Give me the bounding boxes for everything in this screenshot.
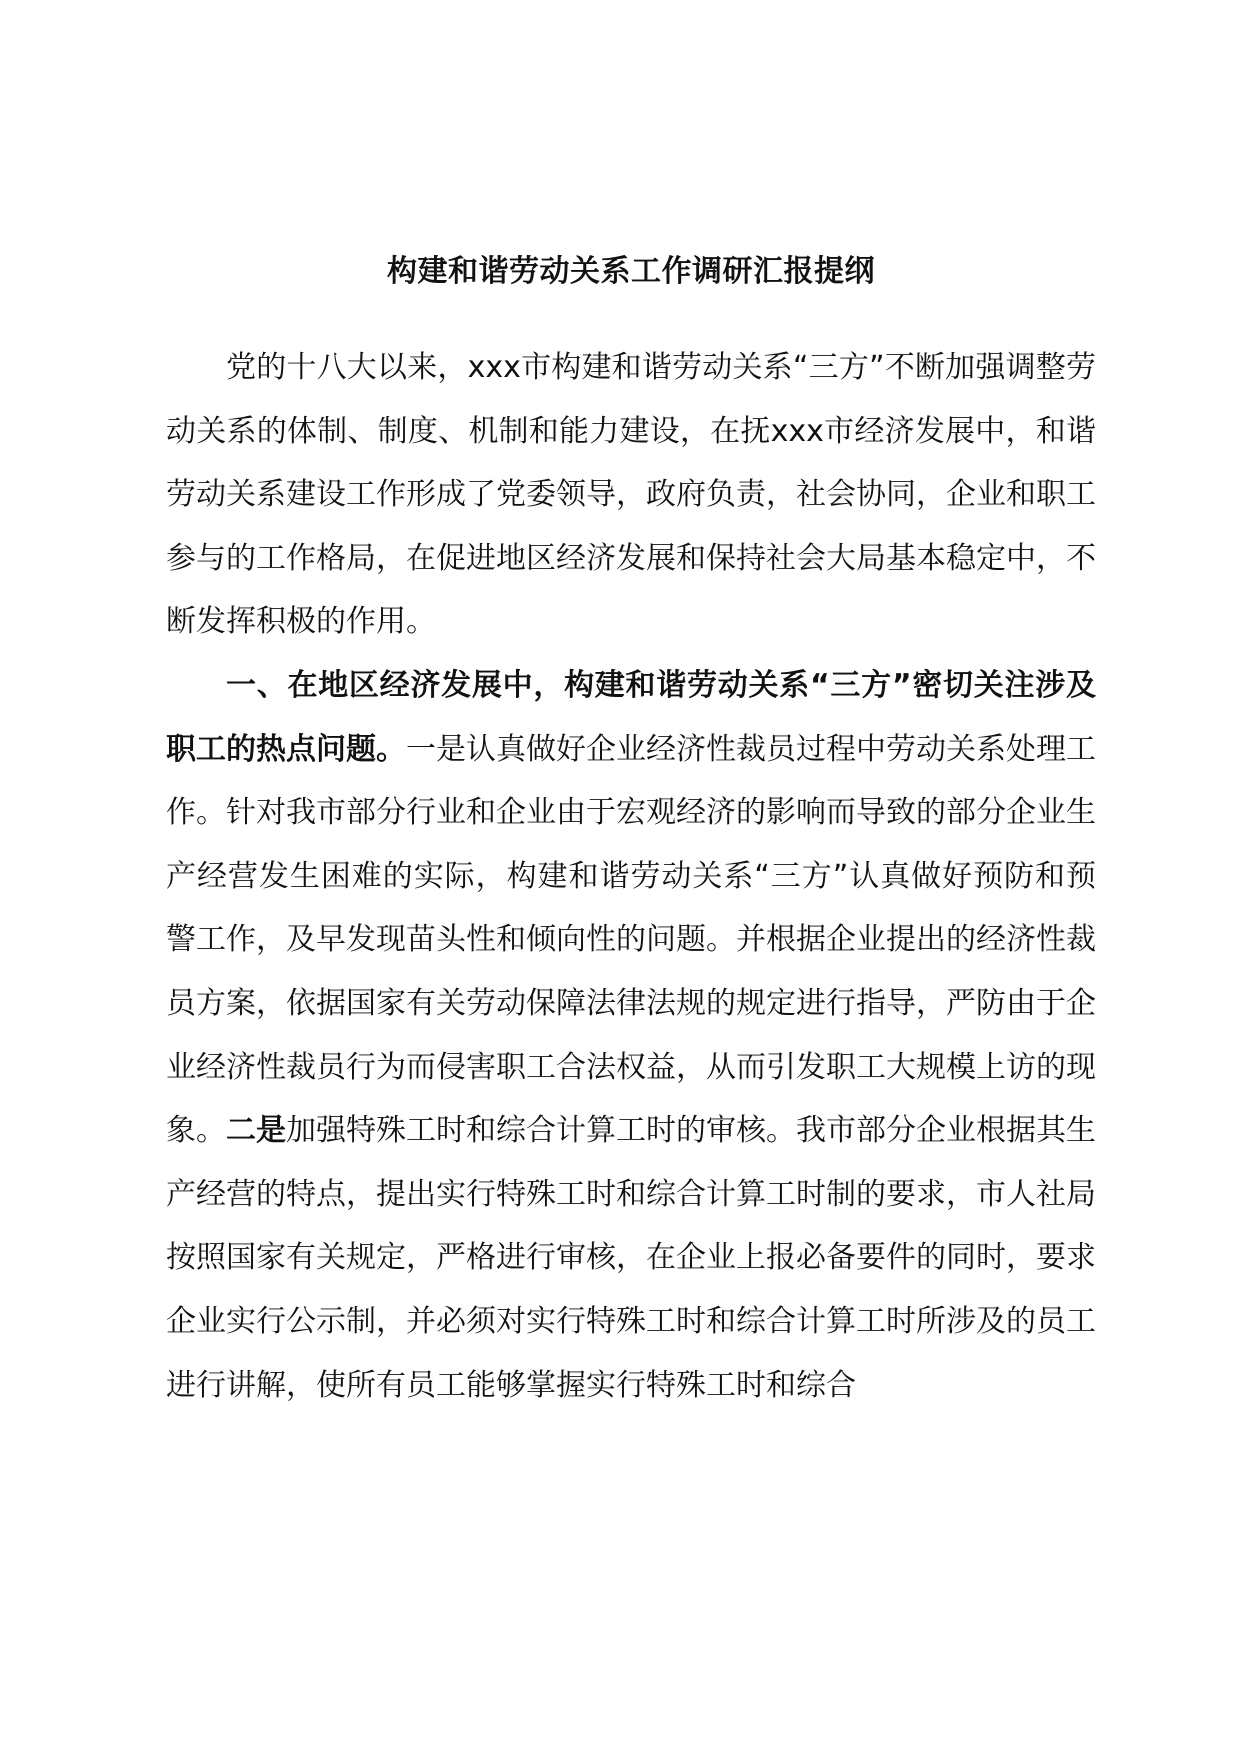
section-1-text-part1: 一是认真做好企业经济性裁员过程中劳动关系处理工作。针对我市部分行业和企业由于宏观经济的影响而导致的部分企业生产经营发生困难的实际，构建和谐劳动关系“三方”认真做好预防和预警工作，及早发现苗头性和倾向性的问题。并根据企业提出的经济性裁员方案，依据国家有关劳动保障法律法规的规定进行指导，严防由于企业经济性裁员行为而侵害职工合法权益，从而引发职工大规模上访的现象。	[166, 731, 1096, 1149]
section-1-heading: 一、在地区经济发展中，构建和谐劳动关系“三方”密切关注涉及职工的热点问题。	[166, 667, 1096, 767]
document-title: 构建和谐劳动关系工作调研汇报提纲	[387, 254, 875, 289]
intro-paragraph: 党的十八大以来，xxx市构建和谐劳动关系“三方”不断加强调整劳动关系的体制、制度、机制和能力建设，在抚xxx市经济发展中，和谐劳动关系建设工作形成了党委领导，政府负责，社会协同，企业和职工参与的工作格局，在促进地区经济发展和保持社会大局基本稳定中，不断发挥积极的作用。	[166, 350, 1096, 640]
section-1-bold-marker: 二是	[226, 1113, 286, 1149]
section-1-text-part2: 加强特殊工时和综合计算工时的审核。我市部分企业根据其生产经营的特点，提出实行特殊工时和综合计算工时制的要求，市人社局按照国家有关规定，严格进行审核，在企业上报必备要件的同时，要求企业实行公示制，并必须对实行特殊工时和综合计算工时所涉及的员工进行讲解，使所有员工能够掌握实行特殊工时和综合	[166, 1113, 1096, 1403]
document-body	[166, 250, 1096, 1417]
section-1-paragraph	[166, 654, 1096, 1417]
